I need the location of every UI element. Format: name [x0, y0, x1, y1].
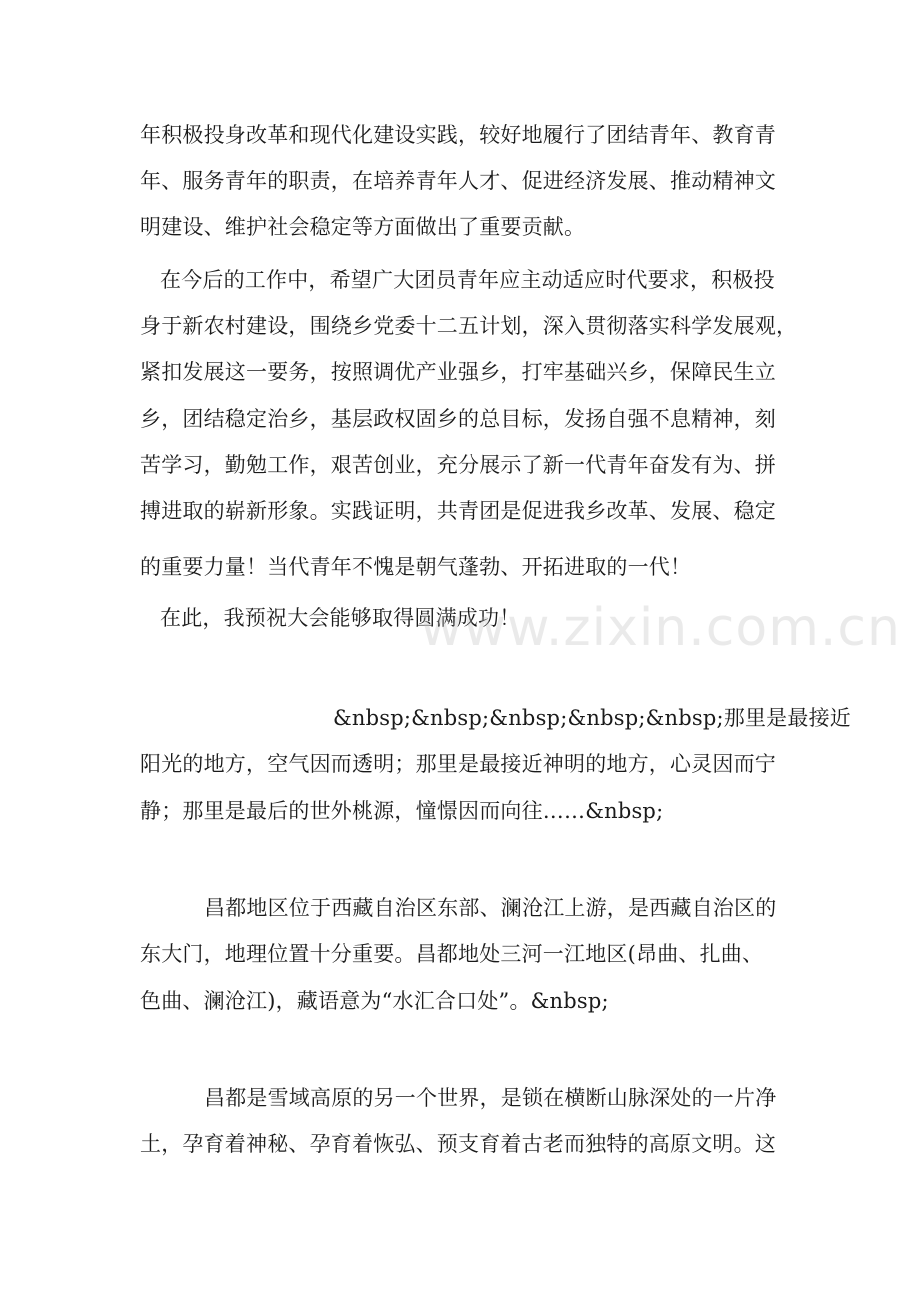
text-line: 乡，团结稳定治乡，基层政权固乡的总目标，发扬自强不息精神，刻 [140, 407, 776, 431]
text-line: 东大门，地理位置十分重要。昌都地处三河一江地区(昂曲、扎曲、 [140, 942, 764, 966]
text-line: 年积极投身改革和现代化建设实践，较好地履行了团结青年、教育青 [140, 123, 776, 147]
text-line: 昌都是雪域高原的另一个世界，是锁在横断山脉深处的一片净 [204, 1086, 777, 1110]
text-line: 的重要力量！当代青年不愧是朝气蓬勃、开拓进取的一代！ [140, 555, 692, 579]
text-line: 昌都地区位于西藏自治区东部、澜沧江上游，是西藏自治区的 [204, 896, 777, 920]
text-line: 年、服务青年的职责，在培养青年人才、促进经济发展、推动精神文 [140, 169, 776, 193]
text-line: 色曲、澜沧江)，藏语意为“水汇合口处”。&nbsp; [140, 989, 609, 1013]
text-line: 在此，我预祝大会能够取得圆满成功！ [160, 606, 521, 630]
text-line: 阳光的地方，空气因而透明；那里是最接近神明的地方，心灵因而宁 [140, 752, 776, 776]
text-line: 紧扣发展这一要务，按照调优产业强乡，打牢基础兴乡，保障民生立 [140, 360, 776, 384]
text-line: 静；那里是最后的世外桃源，憧憬因而向往……&nbsp; [140, 799, 664, 823]
text-line: 明建设、维护社会稳定等方面做出了重要贡献。 [140, 215, 586, 239]
text-line: 苦学习，勤勉工作，艰苦创业，充分展示了新一代青年奋发有为、拼 [140, 453, 776, 477]
text-line: 土，孕育着神秘、孕育着恢弘、预支育着古老而独特的高原文明。这 [140, 1132, 776, 1156]
text-line: 在今后的工作中，希望广大团员青年应主动适应时代要求，积极投 [160, 268, 775, 292]
text-line: 搏进取的崭新形象。实践证明，共青团是促进我乡改革、发展、稳定 [140, 499, 776, 523]
watermark: www.zixin.com.cn [420, 598, 901, 658]
text-line: &nbsp;&nbsp;&nbsp;&nbsp;&nbsp;那里是最接近 [333, 706, 851, 730]
text-line: 身于新农村建设，围绕乡党委十二五计划，深入贯彻落实科学发展观， [140, 314, 798, 338]
